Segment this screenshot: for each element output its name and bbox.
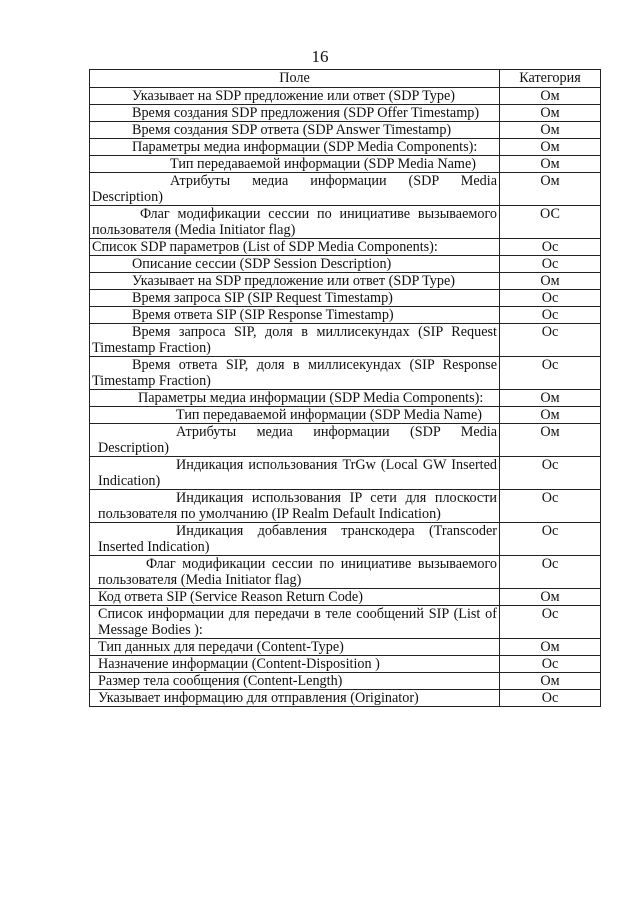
table-row: [90, 256, 601, 273]
field-cell: Параметры медиа информации (SDP Media Components):: [90, 390, 500, 407]
field-cell: Тип данных для передачи (Content-Type): [90, 639, 500, 656]
table-row: [90, 656, 601, 673]
field-cell: Индикация добавления транскодера (Transcoder Inserted Indication): [90, 523, 500, 556]
category-cell: Ос: [500, 457, 601, 490]
table-row: [90, 457, 601, 490]
field-cell: Тип передаваемой информации (SDP Media Name): [90, 407, 500, 424]
category-cell: Ом: [500, 273, 601, 290]
field-cell: Время создания SDP предложения (SDP Offer Timestamp): [90, 105, 500, 122]
field-cell: Время ответа SIP, доля в миллисекундах (SIP Response Timestamp Fraction): [90, 357, 500, 390]
category-cell: Ом: [500, 173, 601, 206]
table-row: [90, 173, 601, 206]
category-cell: Ос: [500, 256, 601, 273]
field-cell: Индикация использования TrGw (Local GW Inserted Indication): [90, 457, 500, 490]
category-cell: Ос: [500, 324, 601, 357]
category-cell: Ос: [500, 307, 601, 324]
table-row: [90, 357, 601, 390]
table-header-row: [90, 70, 601, 88]
field-cell: Время создания SDP ответа (SDP Answer Timestamp): [90, 122, 500, 139]
column-header-category: Категория: [500, 70, 601, 88]
field-cell: Время ответа SIP (SIP Response Timestamp): [90, 307, 500, 324]
table-row: [90, 424, 601, 457]
category-cell: Ом: [500, 589, 601, 606]
category-cell: Ос: [500, 690, 601, 707]
category-cell: Ос: [500, 357, 601, 390]
category-cell: Ом: [500, 105, 601, 122]
field-cell: Время запроса SIP (SIP Request Timestamp): [90, 290, 500, 307]
category-cell: Ом: [500, 139, 601, 156]
table-row: [90, 690, 601, 707]
table-row: [90, 390, 601, 407]
category-cell: Ос: [500, 556, 601, 589]
field-cell: Параметры медиа информации (SDP Media Components):: [90, 139, 500, 156]
field-cell: Флаг модификации сессии по инициативе вызываемого пользователя (Media Initiator flag): [90, 206, 500, 239]
table-row: [90, 407, 601, 424]
table-row: [90, 122, 601, 139]
field-cell: Описание сессии (SDP Session Description): [90, 256, 500, 273]
field-cell: Код ответа SIP (Service Reason Return Code): [90, 589, 500, 606]
category-cell: Ом: [500, 424, 601, 457]
table-row: [90, 490, 601, 523]
category-cell: Ос: [500, 490, 601, 523]
table-row: [90, 523, 601, 556]
category-cell: Ос: [500, 606, 601, 639]
category-cell: Ом: [500, 407, 601, 424]
fields-table: [89, 69, 601, 707]
table-row: [90, 273, 601, 290]
field-cell: Указывает на SDP предложение или ответ (SDP Type): [90, 88, 500, 105]
category-cell: Ом: [500, 639, 601, 656]
field-cell: Тип передаваемой информации (SDP Media Name): [90, 156, 500, 173]
table-row: [90, 673, 601, 690]
category-cell: Ом: [500, 88, 601, 105]
category-cell: ОС: [500, 206, 601, 239]
category-cell: Ом: [500, 156, 601, 173]
table-row: [90, 88, 601, 105]
column-header-field: Поле: [90, 70, 500, 88]
table-row: [90, 156, 601, 173]
table-row: [90, 589, 601, 606]
field-cell: Назначение информации (Content-Disposition ): [90, 656, 500, 673]
table-row: [90, 105, 601, 122]
category-cell: Ом: [500, 390, 601, 407]
field-cell: Список SDP параметров (List of SDP Media Components):: [90, 239, 500, 256]
table-row: [90, 606, 601, 639]
table-row: [90, 206, 601, 239]
table-row: [90, 307, 601, 324]
field-cell: Размер тела сообщения (Content-Length): [90, 673, 500, 690]
table-row: [90, 556, 601, 589]
category-cell: Ом: [500, 122, 601, 139]
field-cell: Указывает информацию для отправления (Originator): [90, 690, 500, 707]
table-row: [90, 239, 601, 256]
table-row: [90, 324, 601, 357]
field-cell: Атрибуты медиа информации (SDP Media Description): [90, 424, 500, 457]
category-cell: Ос: [500, 656, 601, 673]
field-cell: Флаг модификации сессии по инициативе вызываемого пользователя (Media Initiator flag): [90, 556, 500, 589]
category-cell: Ос: [500, 523, 601, 556]
table-row: [90, 290, 601, 307]
field-cell: Время запроса SIP, доля в миллисекундах (SIP Request Timestamp Fraction): [90, 324, 500, 357]
category-cell: Ос: [500, 239, 601, 256]
table-row: [90, 139, 601, 156]
field-cell: Список информации для передачи в теле сообщений SIP (List of Message Bodies ):: [90, 606, 500, 639]
table-row: [90, 639, 601, 656]
field-cell: Атрибуты медиа информации (SDP Media Description): [90, 173, 500, 206]
category-cell: Ом: [500, 673, 601, 690]
field-cell: Индикация использования IP сети для плоскости пользователя по умолчанию (IP Realm Default Indication): [90, 490, 500, 523]
page-number: 16: [311, 47, 329, 66]
category-cell: Ос: [500, 290, 601, 307]
field-cell: Указывает на SDP предложение или ответ (SDP Type): [90, 273, 500, 290]
